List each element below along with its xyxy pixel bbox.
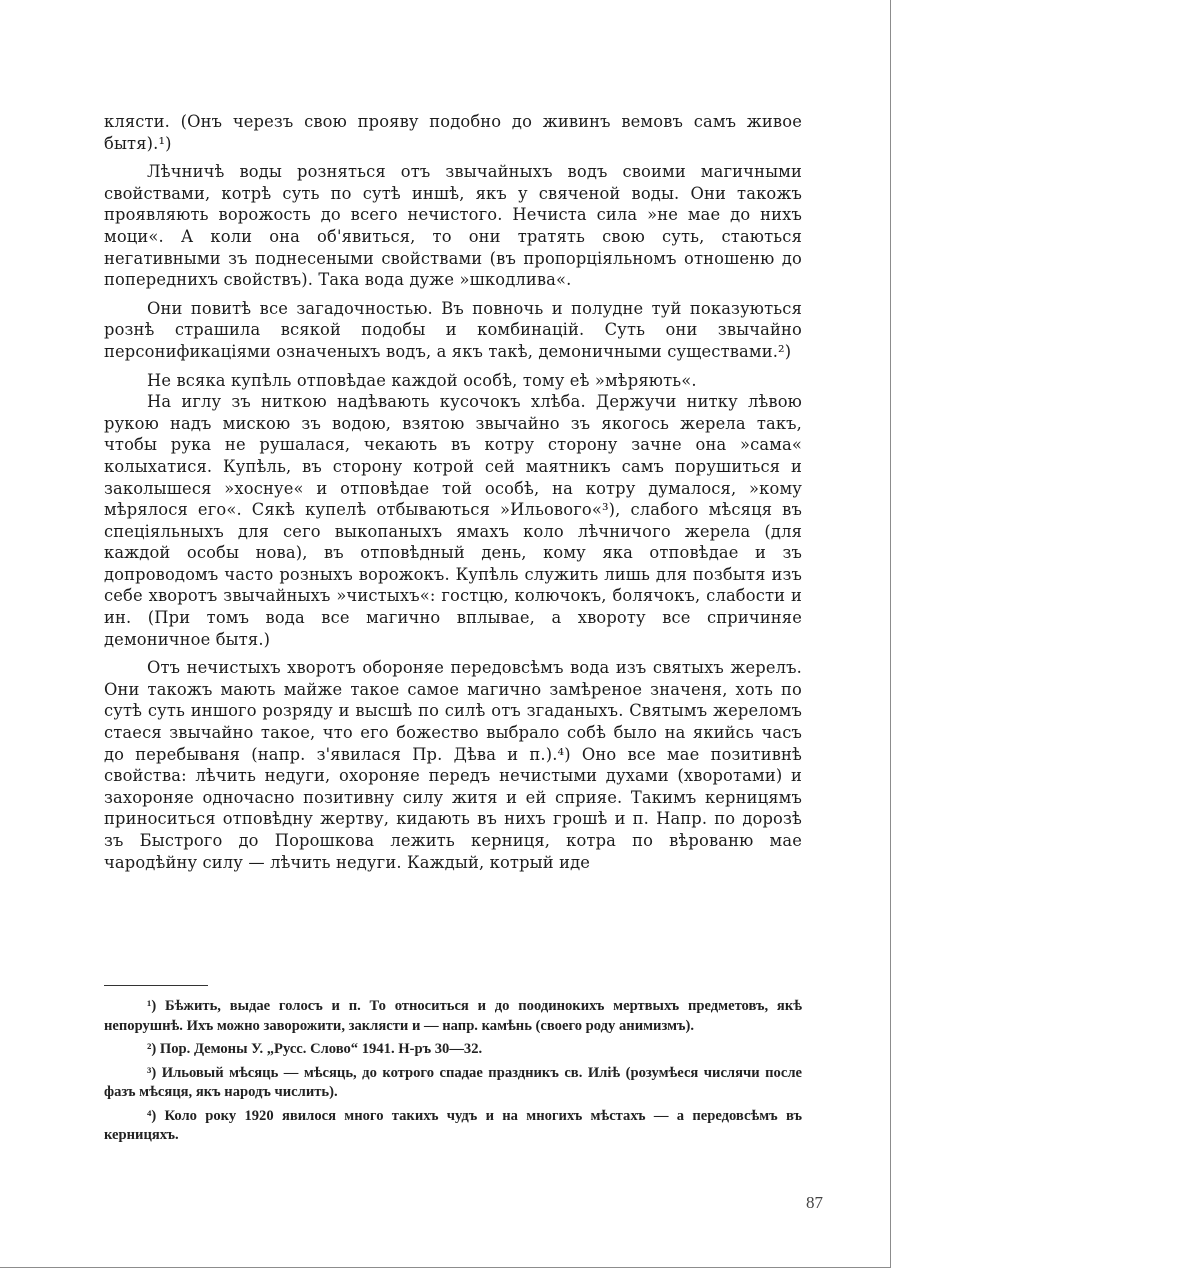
paragraph-6: Отъ нечистыхъ хворотъ обороняе передовсѣмъ вода изъ святыхъ жерелъ. Они такожъ мають майже такое самое магично замѣреное значеня, хоть по сутѣ суть иншого розряду и высшѣ по силѣ отъ згаданыхъ. Святымъ жереломъ стаеся звычайно такое, что его божество выбрало собѣ было на якийсь часъ до перебываня (напр. з'явилася Пр. Дѣва и п.).⁴) Оно все мае позитивнѣ свойства: лѣчить недуги, охороняе передъ нечистыми духами (хворотами) и захороняе одночасно позитивну силу житя и ей сприяе. Такимъ керницямъ приноситься отповѣдну жертву, кидають въ нихъ грошѣ и п. Напр. по дорозѣ зъ Быстрого до Порошкова лежить керниця, котра по вѣрованю мае чародѣйну силу — лѣчить недуги. Каждый, котрый иде <box>104 658 802 872</box>
page-number: 87 <box>806 1193 823 1212</box>
footnotes <box>104 997 802 1146</box>
paragraph-5: На иглу зъ ниткою надѣвають кусочокъ хлѣба. Держучи нитку лѣвою рукою надъ мискою зъ водою, взятою звычайно зъ якогось жерела такъ, чтобы рука не рушалася, чекають въ котру сторону зачне она »сама« колыхатися. Купѣль, въ сторону котрой сей маятникъ самъ порушиться и заколышеся »хоснуе« и отповѣдае той особѣ, на котру думалося, »кому мѣрялося его«. Сякѣ купелѣ отбываються »Ильового«³), слабого мѣсяця въ спеціяльныхъ для сего выкопаныхъ ямахъ коло лѣчничого жерела (для каждой особы нова), въ отповѣдный день, кому яка отповѣдае и зъ допроводомъ часто розныхъ ворожокъ. Купѣль служить лишь для позбытя изъ себе хворотъ звычайныхъ »чистыхъ«: гостцю, колючокъ, болячокъ, слабости и ин. (При томъ вода все магично вплывае, а хвороту все спричиняе демоничное бытя.) <box>104 392 802 649</box>
paragraph-2: Лѣчничѣ воды розняться отъ звычайныхъ водъ своими магичными свойствами, котрѣ суть по сутѣ иншѣ, якъ у свяченой воды. Они такожъ проявляють ворожость до всего нечистого. Нечиста сила »не мае до нихъ моци«. А коли она об'явиться, то они тратять свою суть, стаються негативными зъ поднесеными свойствами (въ пропорціяльномъ отношеню до попереднихъ свойствъ). Така вода дуже »шкодлива«. <box>104 162 802 290</box>
footnote-4: ⁴) Коло року 1920 явилося много такихъ чудъ и на многихъ мѣстахъ — а передовсѣмъ въ керницяхъ. <box>104 1107 802 1143</box>
main-text <box>104 111 802 873</box>
footnote-1: ¹) Бѣжить, выдае голосъ и п. То относиться и до поодинокихъ мертвыхъ предметовъ, якѣ непорушнѣ. Ихъ можно заворожити, закляcти и — напр. камѣнь (своего роду анимизмъ). <box>104 998 802 1034</box>
footnote-2: ²) Пор. Демоны У. „Русс. Слово“ 1941. Н-ръ 30—32. <box>147 1041 483 1057</box>
paragraph-4: Не всяка купѣль отповѣдае каждой особѣ, тому еѣ »мѣряють«. <box>147 370 697 390</box>
paragraph-3: Они повитѣ все загадочностью. Въ повночь и полудне туй показуються рознѣ страшила всякой подобы и комбинацій. Суть они звычайно персонификаціями означеныхъ водъ, а якъ такѣ, демоничными существами.²) <box>104 298 802 361</box>
footnote-3: ³) Ильовый мѣсяць — мѣсяць, до котрого спадае праздникъ св. Илiѣ (розумѣеся числячи после фазъ мѣсяця, якъ народъ числить). <box>104 1064 802 1100</box>
footnote-separator <box>104 985 208 986</box>
paragraph-1: клясти. (Онъ черезъ свою прояву подобно до живинъ вемовъ самъ живое бытя).¹) <box>104 112 802 153</box>
